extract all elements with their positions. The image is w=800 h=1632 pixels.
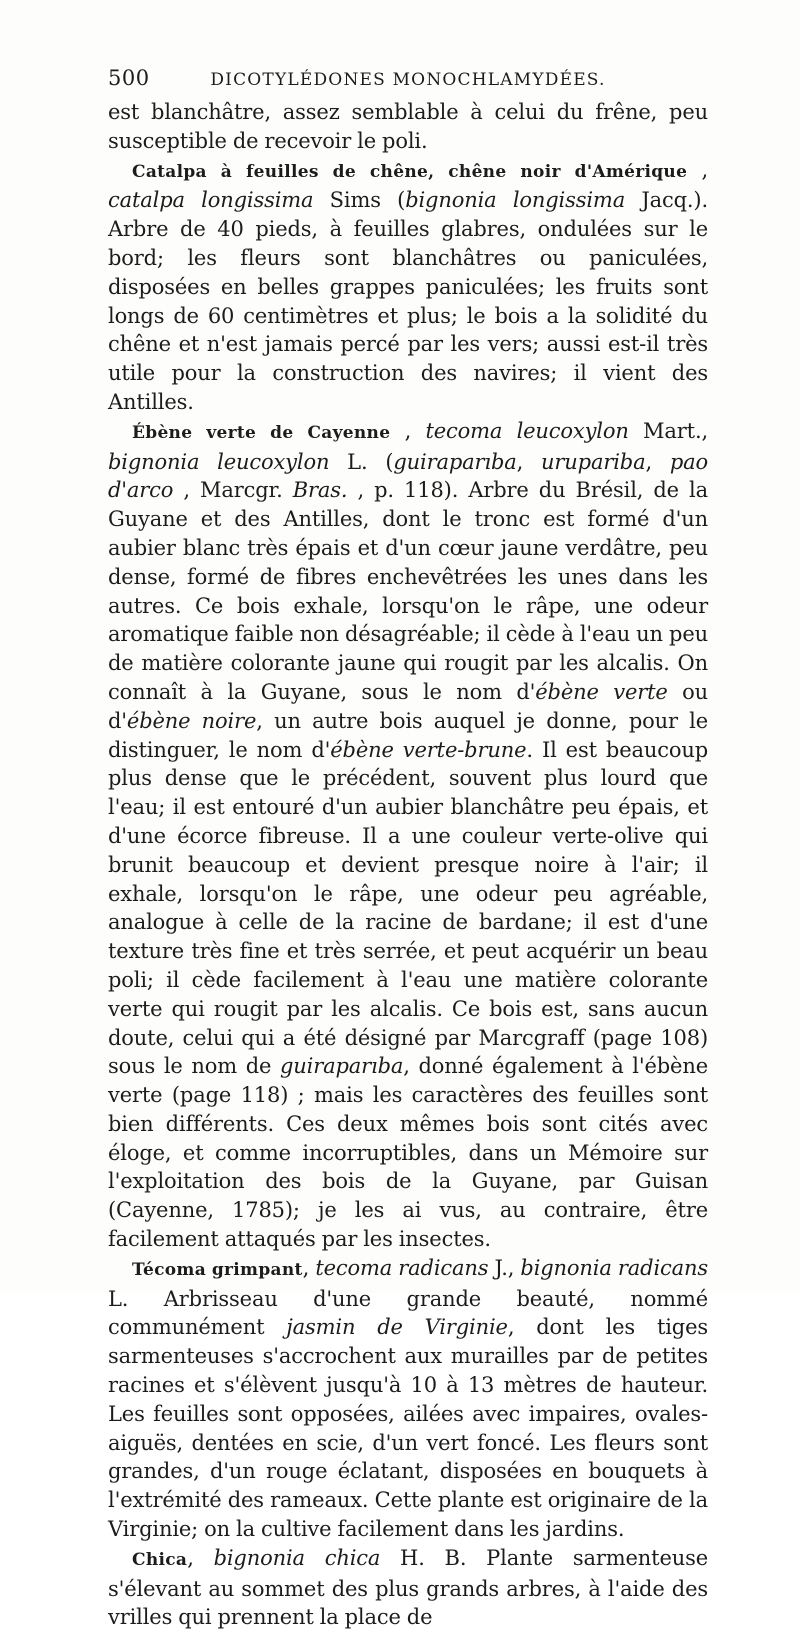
common-name: jasmin de Virginie (286, 1315, 508, 1340)
vernacular-name: guiraparıba (280, 1054, 404, 1079)
entry-ebene-verte: Ébène verte de Cayenne , tecoma leucoxylon Mart., bignonia leucoxylon L. (guiraparıba, urupariba, pao d'arco , Marcgr. Bras. , p. 118). Arbre du Brésil, de la Guyane et des Antilles, dont le tronc est formé d'un aubier blanc très épais et d'un cœur jaune verdâtre, peu dense, formé de fibres enchevêtrées les unes dans les autres. Ce bois exhale, lorsqu'on le râpe, une odeur aromatique faible non désagréable; il cède à l'eau un peu de matière colorante jaune qui rougit par les alcalis. On connaît à la Guyane, sous le nom d'ébène verte ou d'ébène noire, un autre bois auquel je donne, pour le distinguer, le nom d'ébène verte-brune. Il est beaucoup plus dense que le précédent, souvent plus lourd que l'eau; il est entouré d'un aubier blanchâtre peu épais, et d'une écorce fibreuse. Il a une couleur verte-olive qui brunit beaucoup et devient presque noire à l'air; il exhale, lorsqu'on le râpe, une odeur peu agréable, analogue à celle de la racine de bardane; il est d'une texture très fine et très serrée, et peut acquérir un beau poli; il cède facilement à l'eau une matière colorante verte qui rougit par les alcalis. Ce bois est, sans aucun doute, celui qui a été désigné par Marcgraff (page 108) sous le nom de guiraparıba, donné également à l'ébène verte (page 118) ; mais les caractères des feuilles sont bien différents. Ces deux mêmes bois sont cités avec éloge, et comme incorruptibles, dans un Mémoire sur l'exploitation des bois de la Guyane, par Guisan (Cayenne, 1785); je les ai vus, au contraire, être facilement attaqués par les insectes. (108, 418, 709, 1252)
vernacular-name: guiraparıba (393, 449, 517, 474)
entry-term: Chica (132, 1549, 188, 1570)
scientific-name: bignonia leucoxylon (108, 449, 330, 474)
scientific-name: catalpa longissima (108, 188, 314, 213)
entry-tecoma-grimpant: Técoma grimpant, tecoma radicans J., bignonia radicans L. Arbrisseau d'une grande beauté, nommé communément jasmin de Virginie, dont les tiges sarmenteuses s'accrochent aux murailles par de petites racines et s'élèvent jusqu'à 10 à 13 mètres de hauteur. Les feuilles sont opposées, ailées avec impaires, ovales-aiguës, dentées en scie, d'un vert foncé. Les fleurs sont grandes, d'un rouge éclatant, disposées en bouquets à l'extrémité des rameaux. Cette plante est originaire de la Virginie; on la cultive facilement dans les jardins. (108, 1255, 708, 1542)
vernacular-name: urupariba (541, 449, 646, 474)
common-name: ébène verte-brune (330, 737, 527, 762)
page-number: 500 (108, 66, 150, 90)
vernacular-name: pao d'arco (108, 449, 708, 503)
common-name: ébène verte (535, 679, 668, 704)
body-text (108, 98, 708, 1632)
common-name: ébène noire (126, 708, 257, 733)
entry-term: Técoma grimpant (132, 1259, 303, 1280)
paragraph-continuation (108, 98, 708, 156)
scientific-name: tecoma radicans (315, 1255, 489, 1280)
entry-term: Ébène verte de Cayenne (132, 422, 391, 443)
entry-catalpa: Catalpa à feuilles de chêne, chêne noir d'Amérique , catalpa longissima Sims (bignonia longissima Jacq.). Arbre de 40 pieds, à feuilles glabres, ondulées sur le bord; les fleurs sont blanchâtres ou paniculées, disposées en belles grappes paniculées; les fruits sont longs de 60 centimètres et plus; le bois a la solidité du chêne et n'est jamais percé par les vers; aussi est-il très utile pour la construction des navires; il vient des Antilles. (108, 157, 708, 414)
running-title: DICOTYLÉDONES MONOCHLAMYDÉES. (210, 70, 606, 90)
reference: Bras. (292, 478, 348, 503)
entry-chica: Chica, bignonia chica H. B. Plante sarmenteuse s'élevant au sommet des plus grands arbres, à l'aide des vrilles qui prennent la place de (108, 1545, 708, 1630)
scientific-name: tecoma leucoxylon (425, 418, 629, 443)
scientific-name: bignonia chica (213, 1545, 381, 1570)
running-head (108, 66, 708, 98)
scientific-name: bignonia longissima (405, 188, 626, 213)
scientific-name: bignonia radicans (520, 1255, 708, 1280)
entry-term: Catalpa à feuilles de chêne, chêne noir d'Amérique (132, 161, 688, 182)
paragraph-text: est blanchâtre, assez semblable à celui du frêne, peu susceptible de recevoir le poli. (108, 100, 708, 153)
